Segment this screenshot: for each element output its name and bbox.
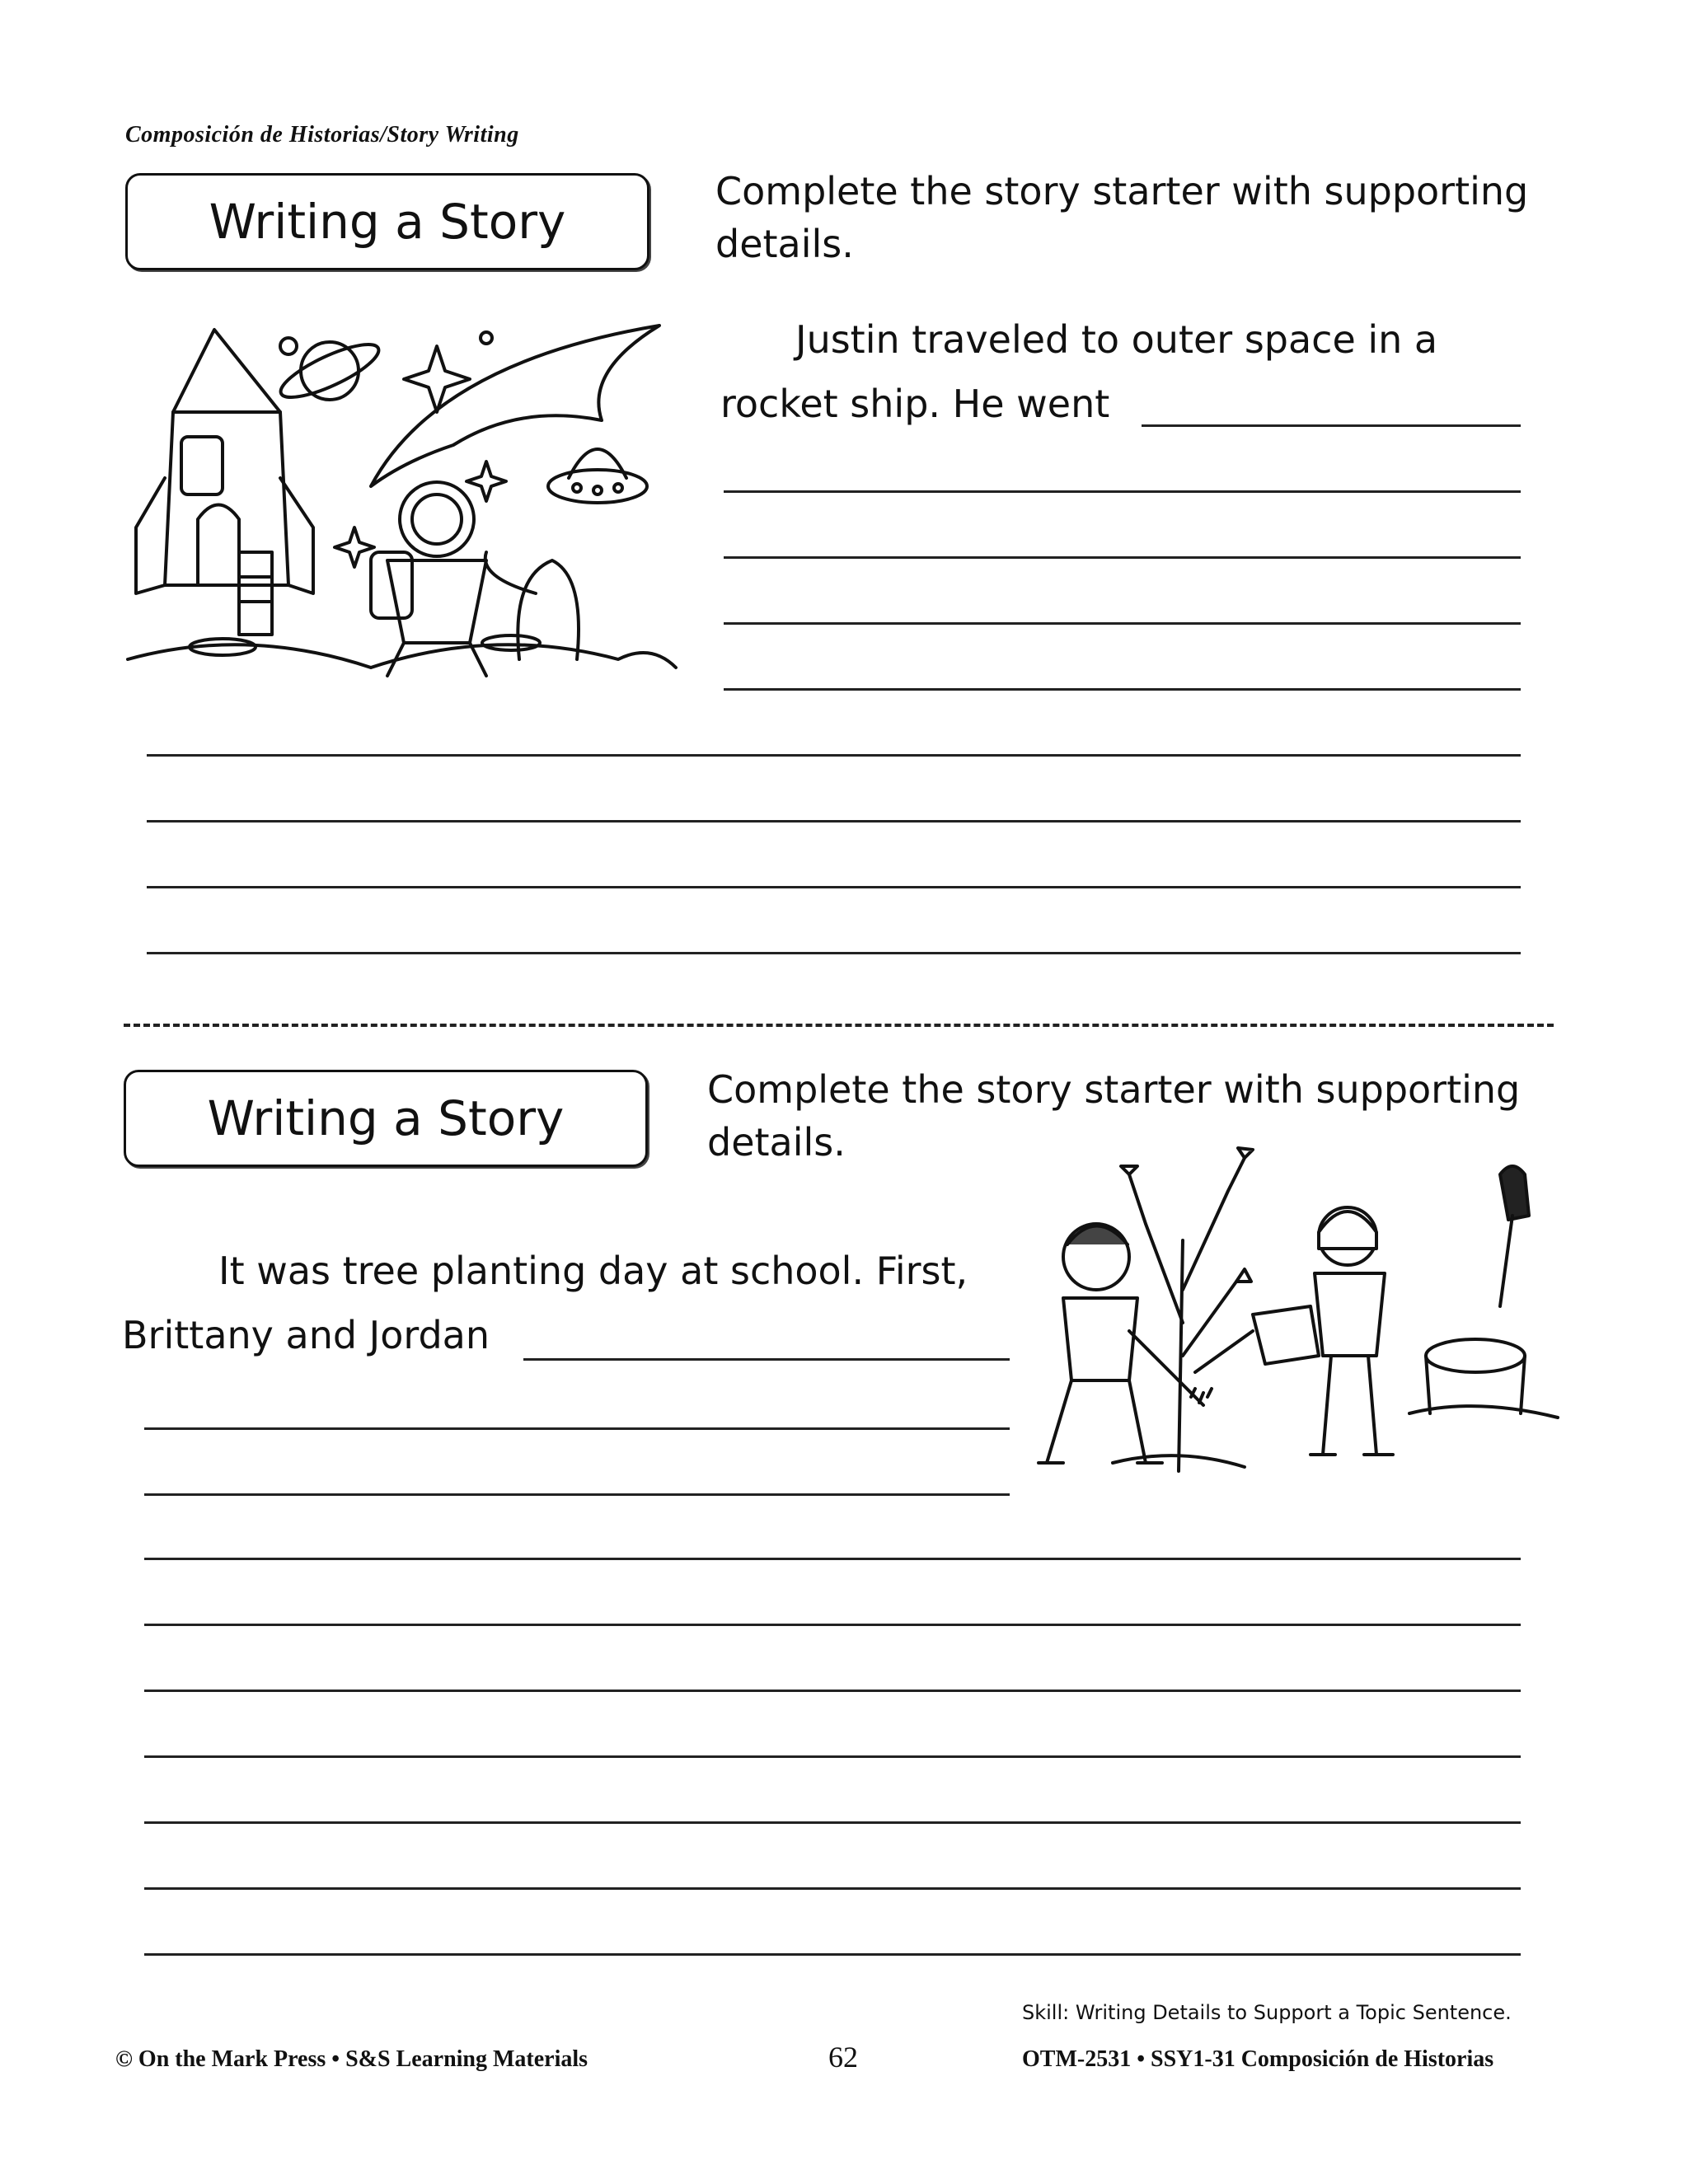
skill-note: Skill: Writing Details to Support a Topic Sentence. <box>1022 2001 1512 2024</box>
section2-title-text: Writing a Story <box>207 1090 565 1146</box>
section1-writing-line[interactable] <box>724 622 1521 625</box>
tree-planting-scene-icon <box>1030 1141 1566 1488</box>
worksheet-header: Composición de Historias/Story Writing <box>125 122 519 148</box>
section2-starter-line1: It was tree planting day at school. First, <box>218 1249 968 1293</box>
section1-writing-line[interactable] <box>724 688 1521 691</box>
section1-writing-line[interactable] <box>724 490 1521 493</box>
section2-writing-line[interactable] <box>144 1558 1521 1560</box>
section2-writing-line[interactable] <box>144 1624 1521 1626</box>
page-number: 62 <box>828 2041 858 2074</box>
section2-writing-line[interactable] <box>523 1358 1010 1361</box>
section1-writing-line[interactable] <box>147 886 1521 888</box>
section1-instruction: Complete the story starter with supporting details. <box>715 169 1529 266</box>
section2-writing-line[interactable] <box>144 1427 1010 1430</box>
section1-writing-line[interactable] <box>147 820 1521 823</box>
section2-title <box>124 1070 648 1167</box>
section1-writing-line[interactable] <box>147 952 1521 954</box>
section1-title <box>125 173 649 270</box>
space-scene-icon <box>124 313 684 684</box>
cut-line-divider <box>124 1024 1554 1027</box>
section1-writing-line[interactable] <box>147 754 1521 757</box>
section1-writing-line[interactable] <box>724 556 1521 559</box>
copyright-text: © On the Mark Press • S&S Learning Materials <box>115 2046 588 2072</box>
section1-writing-line[interactable] <box>1142 424 1521 427</box>
section1-starter-line1: Justin traveled to outer space in a <box>795 317 1438 362</box>
section2-writing-line[interactable] <box>144 1887 1521 1890</box>
section1-title-text: Writing a Story <box>209 194 566 250</box>
product-code: OTM-2531 • SSY1-31 Composición de Historias <box>1022 2046 1494 2072</box>
section1-starter-line2: rocket ship. He went <box>720 382 1110 426</box>
section2-writing-line[interactable] <box>144 1755 1521 1758</box>
section2-instruction: Complete the story starter with supporting details. <box>707 1067 1521 1165</box>
section2-starter-line2: Brittany and Jordan <box>122 1313 490 1357</box>
section2-writing-line[interactable] <box>144 1493 1010 1496</box>
section2-writing-line[interactable] <box>144 1821 1521 1824</box>
section2-writing-line[interactable] <box>144 1953 1521 1956</box>
section2-writing-line[interactable] <box>144 1690 1521 1692</box>
